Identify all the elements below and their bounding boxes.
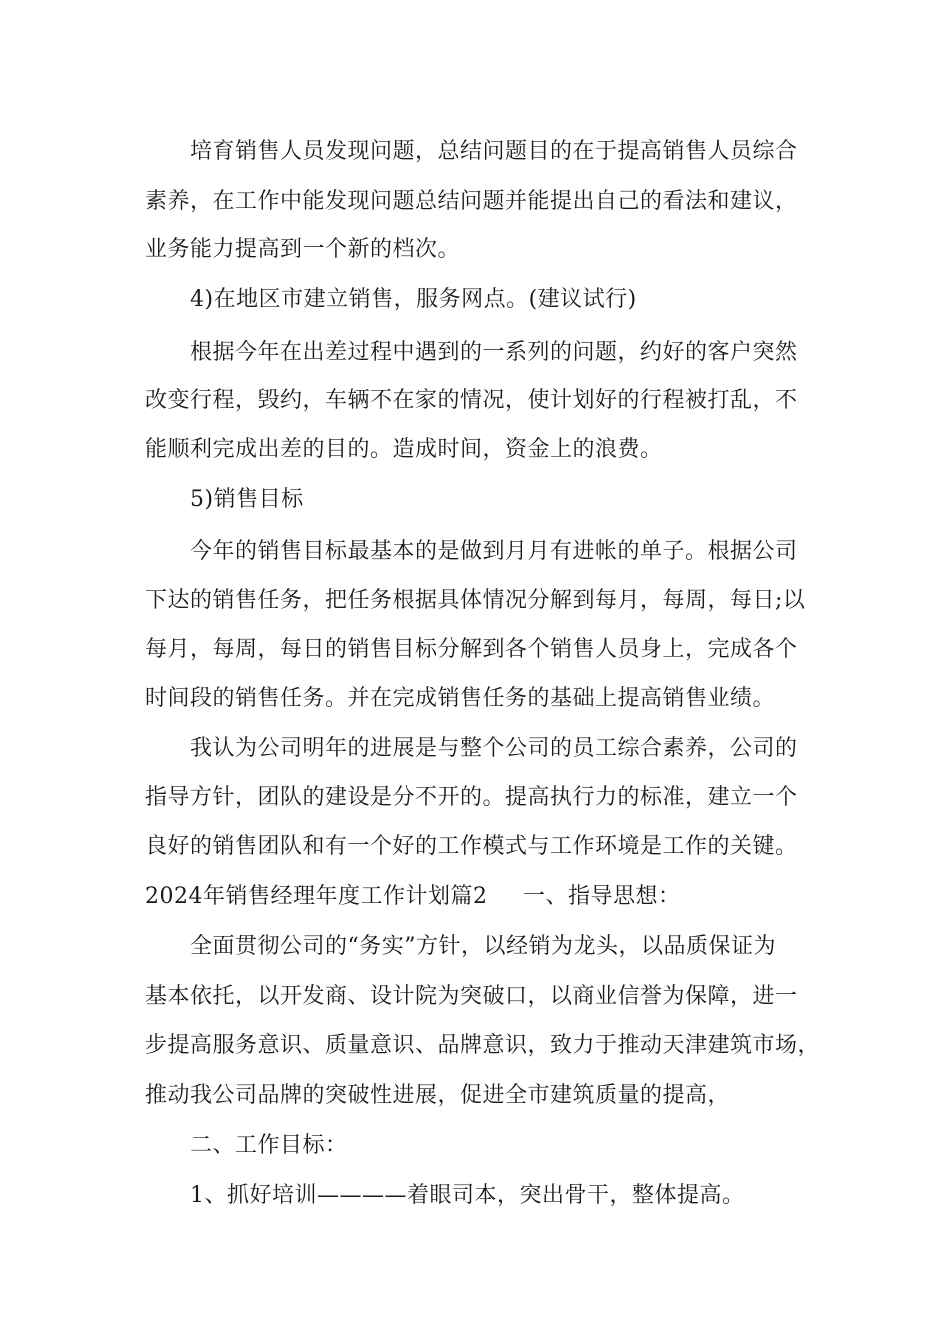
paragraph-line: 我认为公司明年的进展是与整个公司的员工综合素养，公司的 bbox=[190, 736, 798, 761]
section-heading: 二、工作目标： bbox=[190, 1133, 348, 1158]
paragraph-line: 改变行程，毁约，车辆不在家的情况，使计划好的行程被打乱，不 bbox=[145, 388, 798, 413]
paragraph-line: 全面贯彻公司的“务实”方针，以经销为龙头，以品质保证为 bbox=[190, 934, 776, 959]
paragraph-line: 1、抓好培训————着眼司本，突出骨干，整体提高。 bbox=[190, 1183, 745, 1208]
paragraph-line: 业务能力提高到一个新的档次。 bbox=[145, 237, 461, 262]
paragraph-line: 步提高服务意识、质量意识、品牌意识，致力于推动天津建筑市场， bbox=[145, 1033, 821, 1058]
section-heading: 一、指导思想： bbox=[523, 884, 681, 909]
paragraph-line: 能顺利完成出差的目的。造成时间，资金上的浪费。 bbox=[145, 437, 663, 462]
paragraph-line: 根据今年在出差过程中遇到的一系列的问题，约好的客户突然 bbox=[190, 340, 798, 365]
paragraph-line: 下达的销售任务，把任务根据具体情况分解到每月，每周，每日;以 bbox=[145, 588, 806, 613]
paragraph-line: 时间段的销售任务。并在完成销售任务的基础上提高销售业绩。 bbox=[145, 686, 776, 711]
paragraph-line: 今年的销售目标最基本的是做到月月有进帐的单子。根据公司 bbox=[190, 539, 798, 564]
paragraph-line: 每月，每周，每日的销售目标分解到各个销售人员身上，完成各个 bbox=[145, 637, 798, 662]
paragraph-line: 培育销售人员发现问题，总结问题目的在于提高销售人员综合 bbox=[190, 139, 798, 164]
paragraph-line: 素养，在工作中能发现问题总结问题并能提出自己的看法和建议， bbox=[145, 189, 798, 214]
section-heading: 5)销售目标 bbox=[190, 487, 304, 512]
document-heading-line bbox=[145, 877, 488, 917]
plan-title: 2024年销售经理年度工作计划篇2 bbox=[145, 884, 488, 909]
paragraph-line: 基本依托，以开发商、设计院为突破口，以商业信誉为保障，进一 bbox=[145, 984, 798, 1009]
paragraph-line: 指导方针，团队的建设是分不开的。提高执行力的标准，建立一个 bbox=[145, 785, 798, 810]
paragraph-line: 推动我公司品牌的突破性进展，促进全市建筑质量的提高， bbox=[145, 1083, 731, 1108]
section-heading: 4)在地区市建立销售，服务网点。(建议试行) bbox=[190, 287, 637, 312]
paragraph-line: 良好的销售团队和有一个好的工作模式与工作环境是工作的关键。 bbox=[145, 834, 798, 859]
